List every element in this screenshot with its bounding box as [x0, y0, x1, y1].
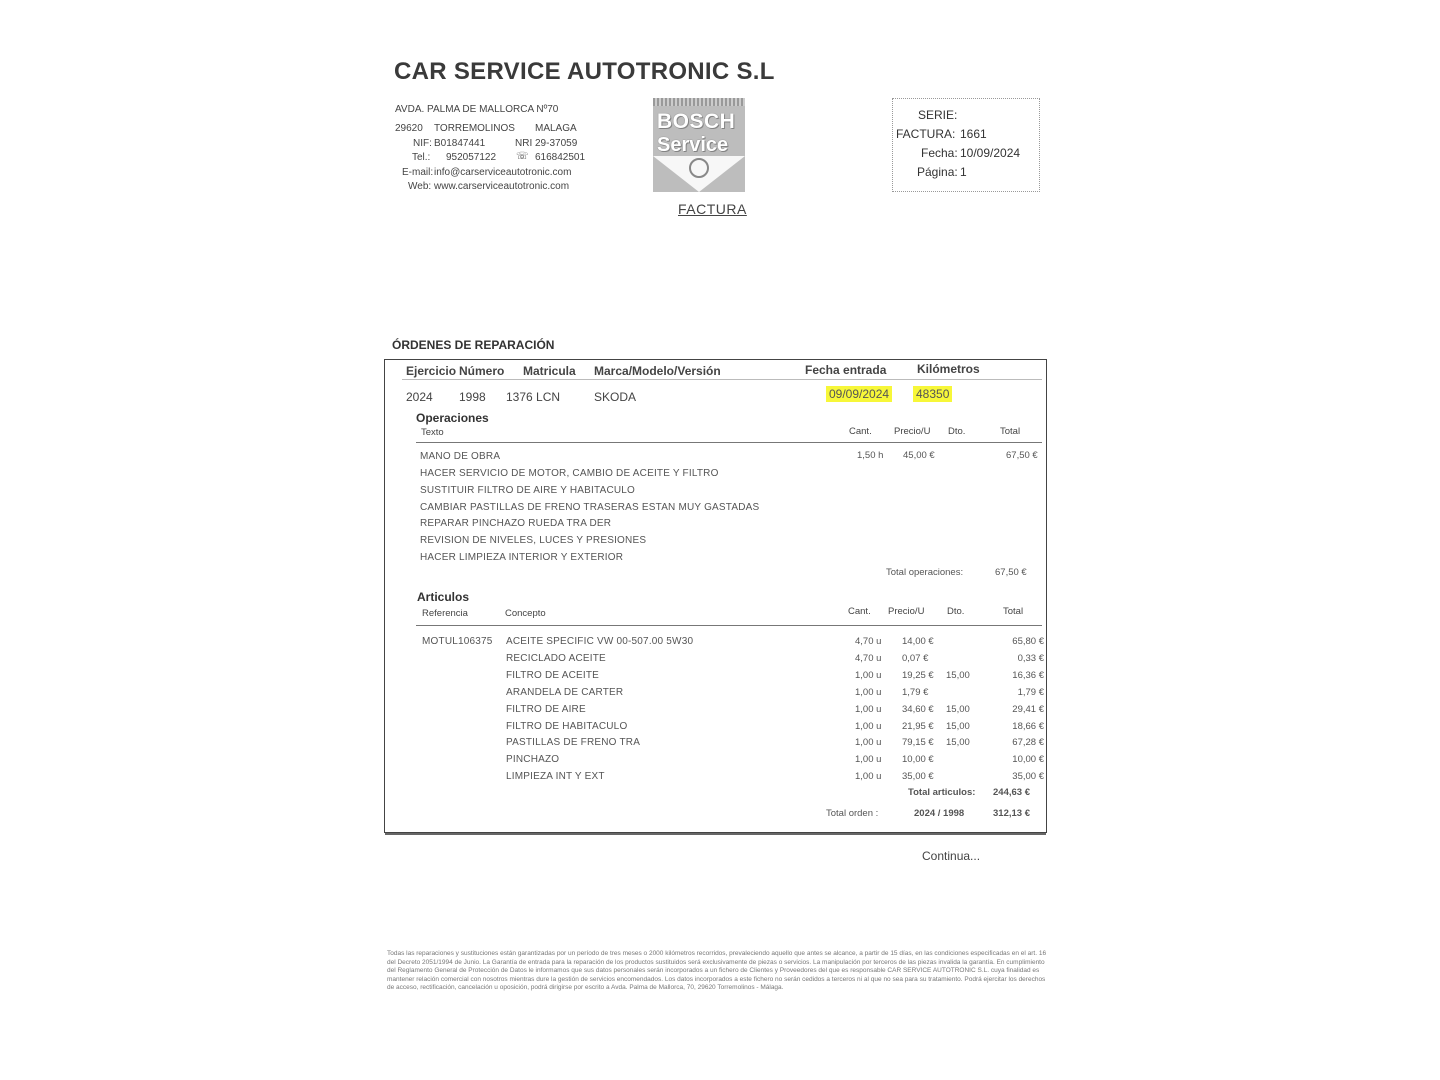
article-total: 35,00 €	[1012, 771, 1044, 782]
article-ref: MOTUL106375	[422, 636, 493, 647]
factura-label: FACTURA:	[896, 127, 956, 141]
operation-line: REPARAR PINCHAZO RUEDA TRA DER	[420, 518, 612, 529]
operation-cant: 1,50 h	[857, 450, 884, 461]
article-precio: 35,00 €	[902, 771, 934, 782]
article-cant: 1,00 u	[855, 737, 882, 748]
operation-line: SUSTITUIR FILTRO DE AIRE Y HABITACULO	[420, 485, 636, 496]
article-precio: 0,07 €	[902, 653, 929, 664]
order-fecha-entrada: 09/09/2024	[826, 387, 892, 401]
article-cant: 1,00 u	[855, 754, 882, 765]
article-concepto: RECICLADO ACEITE	[506, 653, 606, 664]
article-cant: 1,00 u	[855, 721, 882, 732]
article-precio: 19,25 €	[902, 670, 934, 681]
operation-line: HACER LIMPIEZA INTERIOR Y EXTERIOR	[420, 552, 624, 563]
header-matricula: Matricula	[523, 364, 576, 378]
bosch-service-logo	[653, 98, 745, 192]
operation-line: MANO DE OBRA	[420, 451, 501, 462]
article-total: 65,80 €	[1012, 636, 1044, 647]
article-dto: 15,00	[946, 704, 970, 715]
article-concepto: ARANDELA DE CARTER	[506, 687, 624, 698]
footer-legal-text: Todas las reparaciones y sustituciones están garantizadas por un período de tres meses o 2000 kilómetros recorridos, prevaleciendo aquello que antes se alcance, a partir de 15 días, en las condiciones especificadas en el art. 16 del Decreto 2051/1994 de Junio. La Garantía de entrada para la reparación de los productos sustituidos será exclusivamente de piezas o servicios. La manipulación por terceros de las piezas invalida la garantía. En cumplimiento del Reglamento General de Protección de Datos le informamos que sus datos personales serán incorporados a un fichero de Clientes y Proveedores del que es responsable CAR SERVICE AUTOTRONIC S.L. cuya finalidad es mantener relación comercial con nosotros mientras dure la gestión de servicios encomendados. Los datos incorporados a este fichero no serán cedidos a terceros ni al que no sea para su tratamiento. Podrá ejercitar los derechos de acceso, rectificación, cancelación u oposición, podrá dirigirse por escrito a Avda. Palma de Mallorca, 70, 29620 Torremolinos - Málaga.	[387, 950, 1047, 991]
tel-label: Tel.:	[412, 152, 431, 163]
operaciones-total-value: 67,50 €	[995, 567, 1027, 578]
tel-value-1: 952057122	[446, 152, 497, 163]
article-total: 18,66 €	[1012, 721, 1044, 732]
article-cant: 1,00 u	[855, 687, 882, 698]
article-total: 67,28 €	[1012, 737, 1044, 748]
operation-line: HACER SERVICIO DE MOTOR, CAMBIO DE ACEITE Y FILTRO	[420, 468, 719, 479]
article-cant: 4,70 u	[855, 653, 882, 664]
header-fecha-entrada: Fecha entrada	[805, 363, 887, 377]
web-label: Web:	[408, 181, 432, 192]
nif-value: B01847441	[434, 138, 486, 149]
article-total: 1,79 €	[1017, 687, 1044, 698]
article-total: 16,36 €	[1012, 670, 1044, 681]
nri-label: NRI	[515, 138, 533, 149]
article-cant: 1,00 u	[855, 771, 882, 782]
articulos-title: Articulos	[417, 590, 470, 604]
web-value: www.carserviceautotronic.com	[434, 181, 570, 192]
col-referencia: Referencia	[422, 608, 468, 619]
order-total-value: 312,13 €	[993, 808, 1030, 819]
tel-value-2: 616842501	[535, 152, 586, 163]
operation-total: 67,50 €	[1006, 450, 1038, 461]
logo-line-1: BOSCH	[657, 110, 736, 133]
article-dto: 15,00	[946, 721, 970, 732]
article-cant: 4,70 u	[855, 636, 882, 647]
order-marca: SKODA	[594, 390, 637, 404]
order-total-ref: 2024 / 1998	[914, 808, 965, 819]
article-precio: 1,79 €	[902, 687, 929, 698]
article-precio: 14,00 €	[902, 636, 934, 647]
email-label: E-mail:	[402, 167, 434, 178]
fecha-value: 10/09/2024	[960, 146, 1021, 160]
article-cant: 1,00 u	[855, 670, 882, 681]
col-cant: Cant.	[849, 426, 872, 437]
continua-label: Continua...	[922, 849, 981, 863]
whatsapp-icon: ☏	[516, 151, 529, 162]
operaciones-total-label: Total operaciones:	[886, 567, 964, 578]
order-total-label: Total orden :	[826, 808, 879, 819]
articulos-total-value: 244,63 €	[993, 787, 1030, 798]
province: MALAGA	[535, 123, 577, 134]
col-total: Total	[1000, 426, 1021, 437]
article-total: 0,33 €	[1017, 653, 1044, 664]
article-concepto: FILTRO DE ACEITE	[506, 670, 600, 681]
col-cant: Cant.	[848, 606, 871, 617]
col-precio: Precio/U	[894, 426, 931, 437]
serie-label: SERIE:	[918, 108, 958, 122]
document-title: FACTURA	[678, 201, 747, 217]
order-kilometros: 48350	[913, 387, 952, 401]
col-dto: Dto.	[947, 606, 965, 617]
col-total: Total	[1003, 606, 1024, 617]
nri-value: 29-37059	[535, 138, 578, 149]
factura-value: 1661	[960, 127, 987, 141]
email-value: info@carserviceautotronic.com	[434, 167, 572, 178]
article-total: 29,41 €	[1012, 704, 1044, 715]
operation-line: REVISION DE NIVELES, LUCES Y PRESIONES	[420, 535, 647, 546]
col-texto: Texto	[421, 427, 444, 438]
col-concepto: Concepto	[505, 608, 546, 619]
article-concepto: PINCHAZO	[506, 754, 560, 765]
order-numero: 1998	[459, 390, 486, 404]
article-dto: 15,00	[946, 737, 970, 748]
header-marca: Marca/Modelo/Versión	[594, 364, 721, 378]
bosch-emblem-icon	[689, 158, 709, 178]
article-precio: 21,95 €	[902, 721, 934, 732]
col-dto: Dto.	[948, 426, 966, 437]
order-ejercicio: 2024	[406, 390, 433, 404]
company-name: CAR SERVICE AUTOTRONIC S.L	[394, 58, 775, 85]
nif-label: NIF:	[413, 138, 432, 149]
order-matricula: 1376 LCN	[506, 390, 561, 404]
city: TORREMOLINOS	[434, 123, 515, 134]
article-concepto: FILTRO DE HABITACULO	[506, 721, 628, 732]
fecha-label: Fecha:	[921, 146, 958, 160]
operation-line: CAMBIAR PASTILLAS DE FRENO TRASERAS ESTAN MUY GASTADAS	[420, 502, 760, 513]
header-numero: Número	[459, 364, 505, 378]
article-total: 10,00 €	[1012, 754, 1044, 765]
article-precio: 79,15 €	[902, 737, 934, 748]
articulos-total-label: Total articulos:	[908, 787, 976, 798]
article-precio: 34,60 €	[902, 704, 934, 715]
col-precio: Precio/U	[888, 606, 925, 617]
postal-code: 29620	[395, 123, 423, 134]
article-concepto: LIMPIEZA INT Y EXT	[506, 771, 605, 782]
operaciones-title: Operaciones	[416, 411, 489, 425]
article-concepto: PASTILLAS DE FRENO TRA	[506, 737, 641, 748]
header-ejercicio: Ejercicio	[406, 364, 457, 378]
article-concepto: FILTRO DE AIRE	[506, 704, 586, 715]
header-kilometros: Kilómetros	[917, 362, 980, 376]
logo-line-2: Service	[657, 134, 729, 156]
operation-precio: 45,00 €	[903, 450, 935, 461]
pagina-value: 1	[960, 165, 967, 179]
address-line: AVDA. PALMA DE MALLORCA Nº70	[395, 104, 559, 115]
article-cant: 1,00 u	[855, 704, 882, 715]
article-dto: 15,00	[946, 670, 970, 681]
pagina-label: Página:	[917, 165, 958, 179]
article-concepto: ACEITE SPECIFIC VW 00-507.00 5W30	[506, 636, 694, 647]
section-title: ÓRDENES DE REPARACIÓN	[392, 338, 555, 352]
article-precio: 10,00 €	[902, 754, 934, 765]
